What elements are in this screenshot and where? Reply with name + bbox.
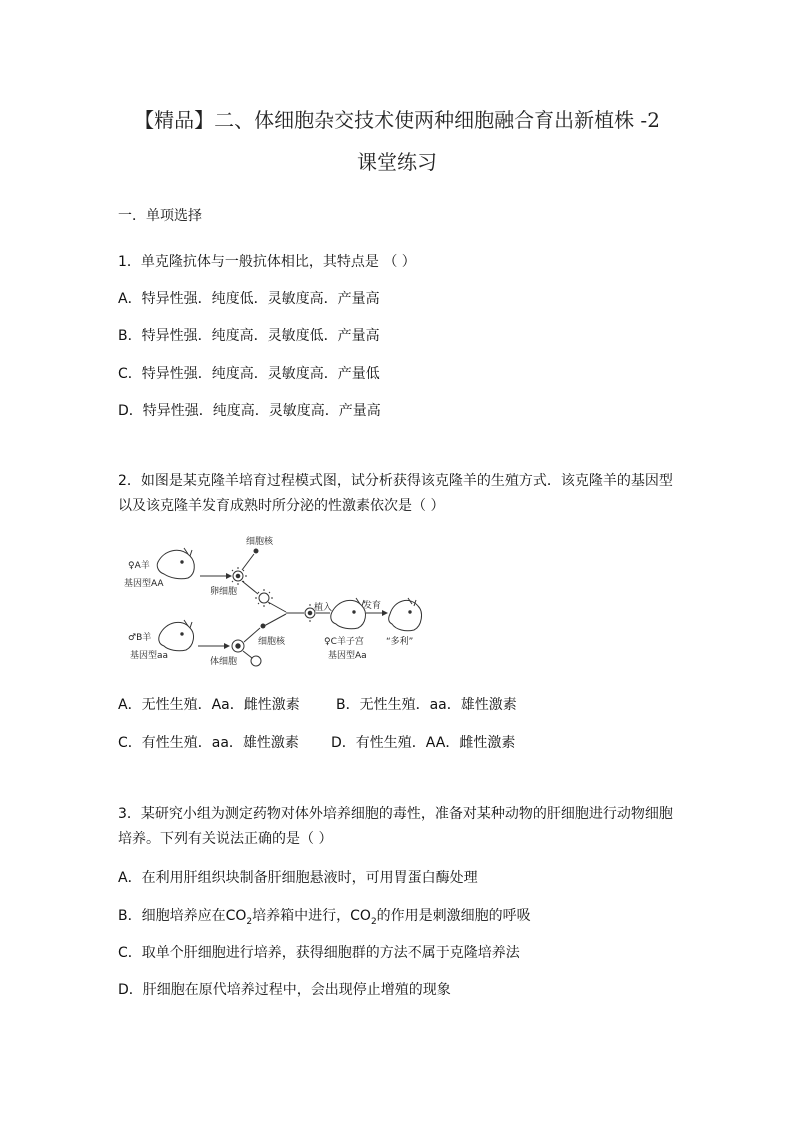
nucleus-mid-icon <box>261 624 266 629</box>
somatic-cell-label: 体细胞 <box>210 657 238 667</box>
q2-option-c: C．有性生殖．aa．雄性激素 <box>118 735 299 751</box>
sheep-a-genotype: 基因型AA <box>124 579 164 589</box>
sheep-a-label: ♀A羊 <box>128 561 150 571</box>
sheep-c-icon <box>331 598 366 629</box>
cloning-diagram <box>118 534 428 670</box>
egg-cell-label: 卵细胞 <box>210 587 238 597</box>
develop-label: 发育 <box>363 601 382 611</box>
nucleus-top-label: 细胞核 <box>246 537 274 547</box>
sheep-b-icon <box>159 620 194 651</box>
q3-option-a: A．在利用肝组织块制备肝细胞悬液时，可用胃蛋白酶处理 <box>118 870 478 886</box>
q3-option-d: D．肝细胞在原代培养过程中，会出现停止增殖的现象 <box>118 982 451 998</box>
dolly-sheep-icon <box>389 598 422 631</box>
q1-stem: 1．单克隆抗体与一般抗体相比，其特点是 （ ） <box>118 254 416 270</box>
section-heading: 一．单项选择 <box>118 208 202 224</box>
q2-option-d: D．有性生殖．AA．雌性激素 <box>331 735 516 751</box>
q2-option-b: B．无性生殖．aa．雄性激素 <box>336 697 517 713</box>
somatic-cell-icon <box>232 640 244 652</box>
q1-option-b: B．特异性强．纯度高．灵敏度低．产量高 <box>118 328 380 344</box>
arrow-egg-enucleated <box>242 581 258 594</box>
nucleus-mid-label: 细胞核 <box>258 637 286 647</box>
sheep-b-label: ♂B羊 <box>128 633 152 643</box>
q3-option-c: C．取单个肝细胞进行培养，获得细胞群的方法不属于克隆培养法 <box>118 945 520 961</box>
page-title-line-2: 课堂练习 <box>357 150 437 174</box>
q1-option-c: C．特异性强．纯度高．灵敏度高．产量低 <box>118 366 380 382</box>
q3-option-b: B．细胞培养应在$CO_2$培养箱中进行，$CO_2$的作用是刺激细胞的呼吸 <box>118 908 531 927</box>
enucleated-egg-icon <box>255 589 273 607</box>
page-title-line-1: 【精品】二、体细胞杂交技术使两种细胞融合育出新植株 -2 <box>134 108 660 132</box>
implant-label: 植入 <box>314 603 333 613</box>
dolly-label: “多利” <box>386 637 414 647</box>
q1-option-a: A．特异性强．纯度低．灵敏度高．产量高 <box>118 291 380 307</box>
q2-option-a: A．无性生殖．Aa．雌性激素 <box>118 697 300 713</box>
q1-option-d: D．特异性强．纯度高．灵敏度高．产量高 <box>118 403 381 419</box>
q3-stem: 3．某研究小组为测定药物对体外培养细胞的毒性，准备对某种动物的肝细胞进行动物细胞培养。下列有关说法正确的是（ ） <box>118 806 673 847</box>
q2-stem: 2．如图是某克隆羊培育过程模式图，试分析获得该克隆羊的生殖方式．该克隆羊的基因型以及该克隆羊发育成熟时所分泌的性激素依次是（ ） <box>118 473 673 514</box>
sheep-c-genotype: 基因型Aa <box>328 651 367 661</box>
sheep-a-icon <box>157 548 194 579</box>
empty-cell-icon <box>251 656 261 666</box>
arrow-egg-nucleus <box>242 554 254 570</box>
sheep-b-genotype: 基因型aa <box>130 651 169 661</box>
q2-options-row-2 <box>118 732 515 752</box>
q2-options-row-1 <box>118 694 517 714</box>
sheep-c-label: ♀C羊子宫 <box>324 637 364 647</box>
nucleus-top-icon <box>254 549 259 554</box>
